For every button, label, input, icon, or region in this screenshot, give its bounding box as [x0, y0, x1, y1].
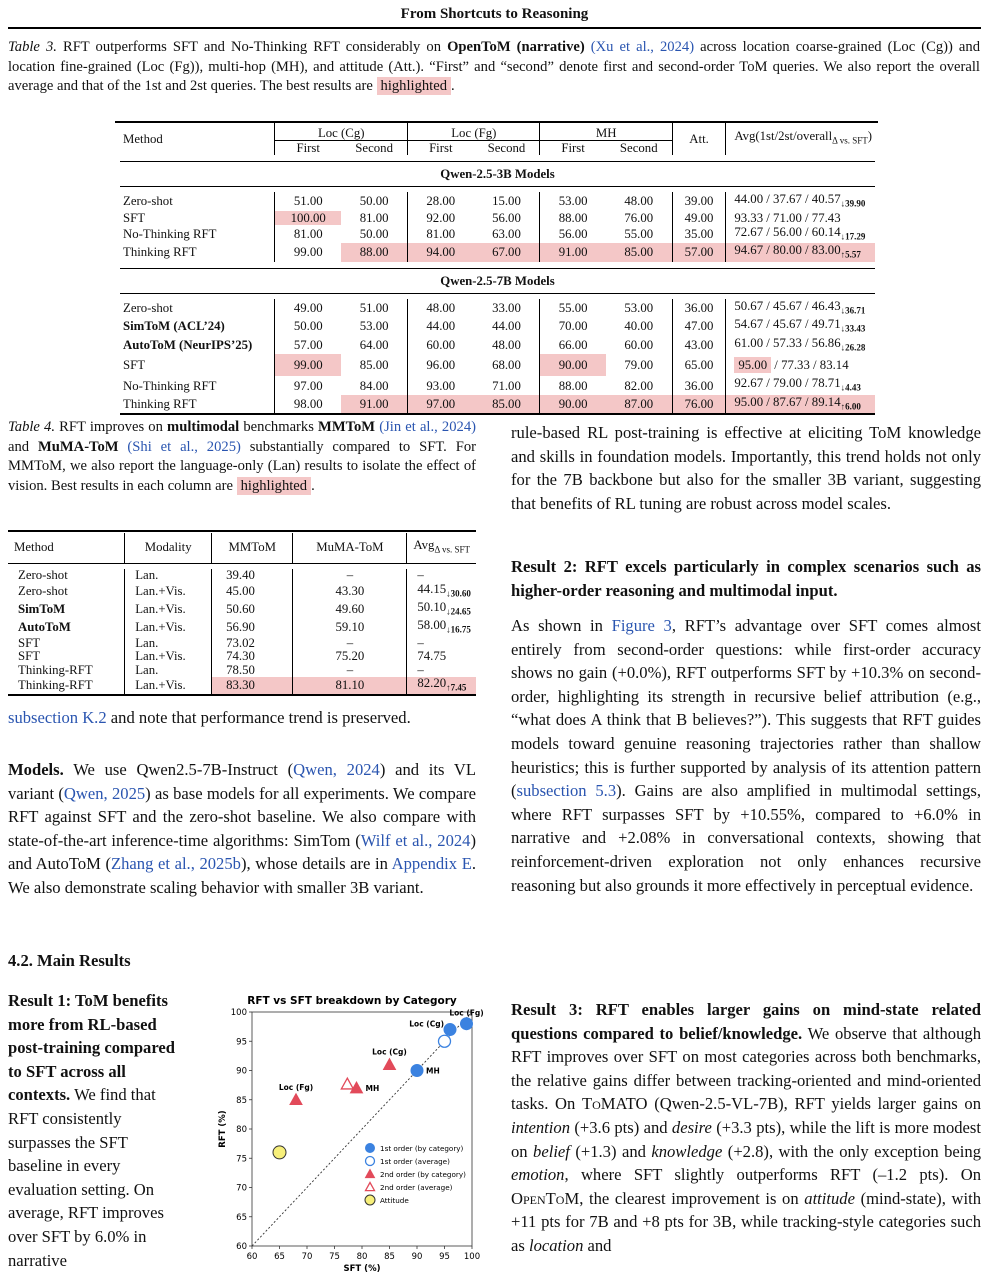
value-cell: 36.00 [672, 299, 726, 318]
data-point [444, 1024, 456, 1036]
y-tick-label: 100 [230, 1008, 247, 1018]
y-tick-label: 95 [236, 1037, 247, 1048]
y-tick-label: 90 [236, 1066, 247, 1077]
point-label: MH [426, 1066, 440, 1076]
mmtom-cell: 39.40 [212, 569, 293, 583]
value-cell: 90.00 [540, 354, 606, 376]
header-avg-sub: Δ vs. SFT [832, 135, 868, 146]
delta-value: ↓24.65 [446, 606, 471, 617]
header-avg-label: Avg(1st/2st/overall [734, 129, 833, 144]
avg-cell [407, 650, 476, 664]
method-cell: Zero-shot [123, 194, 173, 209]
appendix-link[interactable]: Appendix E [391, 854, 472, 874]
avg-cell [726, 354, 875, 376]
x-tick-label: 70 [301, 1252, 313, 1262]
avg-value: 82.20 [417, 676, 447, 691]
avg-cell [726, 376, 875, 395]
y-tick-label: 70 [236, 1183, 247, 1194]
result3-heading: Result 3: RFT enables larger gains on mind-state related questions compared to belief/knowledge. [511, 1000, 981, 1043]
value-cell: 65.00 [672, 354, 726, 376]
avg-value: 94.67 / 80.00 / 83.00 [734, 243, 841, 258]
y-tick-label: 60 [236, 1242, 247, 1252]
data-point [290, 1094, 302, 1105]
muma-cell: 81.10 [293, 677, 407, 695]
avg-value: 61.00 / 57.33 / 56.86 [734, 335, 841, 350]
running-title: From Shortcuts to Reasoning [400, 6, 589, 22]
table-row [120, 211, 875, 225]
value-cell: 98.00 [275, 395, 341, 415]
mmtom-cell: 73.02 [212, 637, 293, 651]
avg-value: 50.67 / 45.67 / 46.43 [734, 298, 841, 313]
value-cell: 99.00 [275, 354, 341, 376]
avg-value: – [417, 568, 424, 583]
value-cell: 67.00 [473, 243, 540, 262]
method-cell: Thinking-RFT [18, 678, 93, 693]
value-cell: 81.00 [275, 225, 341, 244]
avg-cell [407, 637, 476, 651]
header-first: First [540, 141, 606, 156]
value-cell: 85.00 [473, 395, 540, 415]
value-cell: 85.00 [359, 358, 389, 373]
modality-cell: Lan.+Vis. [125, 677, 212, 695]
x-axis-label: SFT (%) [343, 1264, 381, 1274]
result3-paragraph: Result 3: RFT enables larger gains on mind-state related questions compared to belief/knowledge. We observe that although RFT improves over SFT on most categories across both benchmarks, the relative gains differ between tracking-oriented and mind-oriented tasks. On ToMATO (Qwen-2.5-VL-7B), RFT yields larger gains on intention (+3.6 pts) and desire (+3.3 pts), while the lift is more modest on belief (+1.3) and knowledge (+2.8), with the only exception being emotion, where SFT slightly outperforms RFT (–1.2 pts). On OpenToM, the clearest improvement is on attitude (mind-state), with +11 pts for 7B and +8 pts for 3B, while tracking-style categories such as location and [511, 1000, 981, 1255]
delta-value: ↓16.75 [446, 624, 471, 635]
value-cell: 36.00 [672, 376, 726, 395]
muma-cell: 49.60 [293, 601, 407, 619]
header-first: First [408, 141, 474, 156]
avg-rest: / 77.33 / 83.14 [771, 358, 849, 373]
avg-cell [726, 299, 875, 318]
value-cell: 66.00 [540, 336, 606, 355]
citation-link[interactable]: (Jin et al., 2024) [379, 419, 476, 435]
data-point [439, 1035, 451, 1047]
value-cell: 81.00 [359, 210, 389, 225]
value-cell: 64.00 [359, 338, 389, 352]
section-heading: 4.2. Main Results [8, 951, 131, 970]
table-row [120, 354, 875, 376]
delta-value: ↓39.90 [840, 198, 866, 209]
value-cell: 79.00 [624, 358, 654, 373]
subsection-link[interactable]: subsection K.2 [8, 708, 107, 727]
header-mh: MH [540, 122, 672, 141]
header-method: Method [8, 533, 125, 564]
result1-paragraph: Result 1: ToM benefits more from RL-based post-training compared to SFT across all contexts. We find that RFT consistently surpasses the SFT baseline in every evaluation setting. On average, RFT improves over SFT by 6.0% in narrative [8, 991, 176, 1270]
method-cell: Thinking RFT [123, 245, 197, 260]
table-row [8, 583, 476, 601]
value-cell: 100.00 [275, 211, 341, 225]
value-cell: 44.00 [492, 319, 521, 334]
table4-top-rule [8, 530, 476, 532]
legend-marker [366, 1183, 375, 1191]
left-column-para1: subsection K.2 and note that performance trend is preserved. [8, 708, 411, 727]
x-tick-label: 85 [384, 1252, 395, 1262]
value-cell: 91.00 [341, 395, 408, 415]
table4-label: Table 4. [8, 419, 56, 435]
method-cell: No-Thinking RFT [123, 226, 217, 241]
delta-value: ↓26.28 [840, 342, 866, 353]
citation-link[interactable]: Qwen, 2024 [293, 760, 380, 779]
method-cell: SFT [123, 358, 146, 373]
header-avg-sub: Δ vs. SFT [434, 544, 470, 555]
delta-value: ↓17.29 [840, 231, 866, 242]
highlight-sample: highlighted [377, 77, 451, 95]
method-cell: Zero-shot [123, 300, 173, 315]
value-cell: 43.00 [672, 336, 726, 355]
value-cell: 35.00 [672, 225, 726, 244]
table-row [8, 619, 476, 637]
subsection-link[interactable]: subsection 5.3 [516, 781, 617, 801]
avg-cell [407, 583, 476, 601]
header-muma: MuMA-ToM [293, 533, 407, 564]
value-cell: 49.00 [672, 211, 726, 225]
value-cell: 70.00 [540, 317, 606, 336]
avg-value: 95.00 / 87.67 / 89.14 [734, 394, 841, 409]
value-cell: 71.00 [492, 378, 521, 393]
value-cell: 55.00 [540, 299, 606, 318]
value-cell: 85.00 [606, 243, 673, 262]
value-cell: 48.00 [408, 299, 474, 318]
table3-bottom-rule-row [120, 414, 875, 415]
result2-paragraph: As shown in Figure 3, RFT’s advantage over SFT comes almost entirely from second-order questions: while first-order accuracy shows no gain (+0.0%), RFT outperforms SFT by +10.3% on second-order, highlighting its strength in recursive belief attribution (e.g., “what does A think that B believes?”). This suggests that RFT guides models toward genuine reasoning trajectories rather than shallow heuristics; this is further supported by analysis of its attention pattern (subsection 5.3). Gains are also amplified in multimodal settings, where RFT surpasses SFT by +10.55%, compared to +6.0% in narrative and +2.08% in conversational contexts, showing that reinforcement-driven exploration not only enhances recursive reasoning but also grounds it more effectively in perceptual evidence. [511, 616, 981, 895]
table3-caption: Table 3. RFT outperforms SFT and No-Thinking RFT considerably on OpenToM (narrative) (Xu et al., 2024) across location coarse-grained (Loc (Cg)) and location fine-grained (Loc (Fg)), multi-hop (MH), and attitude (Att.). “First” and “second” denote first and second-order ToM queries. We also report the overall average and that of the 1st and 2st queries. The best results are highlighted . [8, 39, 980, 94]
value-cell: 44.00 [408, 317, 474, 336]
value-cell: 97.00 [408, 395, 474, 415]
diagonal-line [252, 1012, 472, 1246]
avg-cell [726, 336, 875, 355]
legend-marker [365, 1195, 375, 1205]
delta-value: ↑6.00 [840, 401, 861, 412]
x-tick-label: 90 [411, 1252, 423, 1262]
table4-header-row [8, 533, 476, 564]
table-row [120, 299, 875, 318]
value-cell: 99.00 [275, 243, 341, 262]
method-cell: SimToM (ACL’24) [123, 319, 225, 334]
x-tick-label: 65 [274, 1252, 285, 1262]
table-row [120, 225, 875, 244]
value-cell: 88.00 [341, 243, 408, 262]
value-cell: 91.00 [540, 243, 606, 262]
y-tick-label: 85 [236, 1095, 247, 1106]
result2-heading: Result 2: RFT excels particularly in complex scenarios such as higher-order reasoning and multimodal input. [511, 557, 981, 600]
method-cell: No-Thinking RFT [123, 378, 217, 393]
avg-value: – [417, 635, 424, 650]
table3-header-row [120, 122, 875, 141]
value-cell: 51.00 [359, 300, 389, 315]
citation-link[interactable]: Qwen, 2025 [63, 783, 146, 803]
legend-label: 2nd order (by category) [380, 1170, 466, 1179]
avg-value: 72.67 / 56.00 / 60.14 [734, 224, 841, 239]
header-mmtom: MMToM [212, 533, 293, 564]
value-cell: 47.00 [672, 317, 726, 336]
table4-caption: Table 4. RFT improves on multimodal benchmarks MMToM (Jin et al., 2024) and MuMA-ToM (Shi et al., 2025) substantially compared to SFT. For MMToM, we also report the language-only (Lan) results to isolate the effect of vision. Best results in each column are highlighted . [8, 419, 476, 494]
citation-link[interactable]: Wilf et al., 2024 [360, 830, 471, 850]
table4-bottom-rule [8, 694, 476, 696]
data-point [384, 1059, 396, 1070]
avg-cell [726, 317, 875, 336]
delta-value: ↓4.43 [840, 382, 861, 393]
value-cell: 53.00 [624, 300, 654, 315]
group-title: Qwen-2.5-3B Models [120, 162, 875, 187]
header-att: Att. [672, 122, 726, 155]
point-label: Loc (Cg) [409, 1019, 444, 1029]
modality-cell: Lan.+Vis. [125, 601, 212, 619]
avg-cell [407, 569, 476, 583]
avg-value: 92.67 / 79.00 / 78.71 [734, 376, 841, 391]
value-cell: 33.00 [492, 300, 521, 315]
mmtom-cell: 78.50 [212, 664, 293, 678]
mmtom-cell: 50.60 [212, 601, 293, 619]
table-row [120, 376, 875, 395]
muma-cell: – [293, 637, 407, 651]
figure-link[interactable]: Figure 3 [611, 616, 672, 635]
modality-cell: Lan.+Vis. [125, 583, 212, 601]
modality-cell: Lan. [125, 664, 212, 678]
muma-cell: 75.20 [293, 650, 407, 664]
header-second: Second [341, 141, 408, 156]
right-column-para1: rule-based RL post-training is effective at eliciting ToM knowledge and skills in foundation models. Importantly, this trend holds not only for the 7B backbone but also for the smaller 3B variant, suggesting that benefits of RL tuning are robust across model scales. [511, 423, 981, 513]
table-row [120, 336, 875, 355]
legend-label: Attitude [380, 1196, 409, 1205]
header-avg [407, 533, 476, 564]
delta-value: ↑7.45 [446, 682, 467, 693]
header-loc-fg: Loc (Fg) [408, 122, 540, 141]
modality-cell: Lan. [125, 569, 212, 583]
header-first: First [275, 141, 341, 156]
method-cell: SFT [18, 635, 41, 650]
table-row [8, 664, 476, 678]
value-cell: 97.00 [275, 376, 341, 395]
models-heading: Models. [8, 760, 64, 779]
table-row [8, 677, 476, 695]
avg-value: – [417, 662, 424, 677]
muma-cell: 59.10 [293, 619, 407, 637]
point-label: MH [365, 1084, 380, 1094]
data-point [341, 1078, 353, 1089]
header-second: Second [606, 141, 673, 156]
value-cell: 48.00 [492, 338, 521, 352]
table-row [8, 650, 476, 664]
models-paragraph: Models. We use Qwen2.5-7B-Instruct (Qwen, 2024) and its VL variant (Qwen, 2025) as base models for all experiments. We compare RFT against SFT and the zero-shot baseline. We also compare with state-of-the-art inference-time algorithms: SimTom (Wilf et al., 2024) and AutoToM (Zhang et al., 2025b), whose details are in Appendix E. We also demonstrate scaling behavior with smaller 3B variant. [8, 760, 477, 897]
header-rule [8, 27, 981, 29]
mmtom-cell: 45.00 [212, 583, 293, 601]
value-cell: 39.00 [672, 192, 726, 211]
point-label: Loc (Fg) [278, 1082, 314, 1092]
value-cell: 50.00 [359, 226, 389, 241]
y-tick-label: 65 [236, 1212, 247, 1223]
avg-first-highlight: 95.00 [734, 357, 771, 373]
table-row [8, 601, 476, 619]
mmtom-cell: 83.30 [212, 677, 293, 695]
avg-cell [726, 225, 875, 244]
citation-link[interactable]: Zhang et al., 2025b [111, 854, 241, 874]
value-cell: 48.00 [624, 194, 654, 209]
value-cell: 93.00 [408, 376, 474, 395]
table-row [120, 243, 875, 262]
value-cell: 82.00 [624, 378, 654, 393]
modality-cell: Lan.+Vis. [125, 619, 212, 637]
avg-value: 44.15 [417, 581, 447, 596]
result1-heading: Result 1: ToM benefits more from RL-based post-training compared to SFT across all contexts. [8, 991, 176, 1105]
value-cell: 51.00 [275, 192, 341, 211]
table-row [120, 317, 875, 336]
avg-cell [726, 211, 875, 225]
avg-value: 44.00 / 37.67 / 40.57 [734, 192, 841, 206]
value-cell: 87.00 [606, 395, 673, 415]
value-cell: 68.00 [492, 358, 521, 373]
value-cell: 63.00 [492, 226, 521, 241]
value-cell: 96.00 [408, 354, 474, 376]
header-avg-label: Avg [413, 538, 435, 552]
legend-marker [366, 1157, 375, 1166]
avg-cell [726, 395, 875, 415]
table4 [8, 533, 476, 695]
avg-cell [407, 664, 476, 678]
x-tick-label: 95 [439, 1252, 450, 1262]
header-second: Second [473, 141, 540, 156]
avg-value: 54.67 / 45.67 / 49.71 [734, 317, 841, 332]
value-cell: 57.00 [275, 336, 341, 355]
avg-cell [407, 677, 476, 695]
table-row [8, 637, 476, 651]
value-cell: 81.00 [408, 225, 474, 244]
mmtom-cell: 74.30 [212, 650, 293, 664]
delta-value: ↓36.71 [840, 305, 866, 316]
table3 [120, 122, 875, 415]
value-cell: 60.00 [624, 338, 654, 352]
value-cell: 92.00 [408, 211, 474, 225]
citation-link[interactable]: (Shi et al., 2025) [127, 438, 241, 455]
method-cell: Thinking RFT [123, 397, 197, 412]
avg-cell [726, 243, 875, 262]
avg-cell [726, 192, 875, 211]
value-cell: 56.00 [540, 225, 606, 244]
x-tick-label: 60 [246, 1252, 258, 1262]
avg-value: 74.75 [417, 649, 447, 664]
modality-cell: Lan.+Vis. [125, 650, 212, 664]
avg-value: 58.00 [417, 617, 447, 632]
value-cell: 53.00 [359, 319, 389, 334]
legend-label: 1st order (by category) [380, 1144, 464, 1153]
method-cell: AutoToM [18, 619, 71, 634]
table-row [120, 192, 875, 211]
muma-cell: 43.30 [293, 583, 407, 601]
modality-cell: Lan. [125, 637, 212, 651]
value-cell: 50.00 [275, 317, 341, 336]
x-tick-label: 80 [356, 1252, 368, 1262]
value-cell: 94.00 [408, 243, 474, 262]
group-row-7b [120, 268, 875, 293]
method-cell: SimToM [18, 601, 66, 616]
method-cell: Thinking-RFT [18, 662, 93, 677]
value-cell: 57.00 [672, 243, 726, 262]
delta-value: ↑5.57 [840, 249, 861, 260]
table-row [120, 395, 875, 415]
y-axis-label: RFT (%) [218, 1110, 228, 1148]
muma-cell: – [293, 569, 407, 583]
avg-value: 93.33 / 71.00 / 77.43 [734, 210, 841, 225]
y-tick-label: 80 [236, 1125, 247, 1135]
mmtom-cell: 56.90 [212, 619, 293, 637]
value-cell: 40.00 [624, 319, 654, 334]
value-cell: 76.00 [624, 210, 654, 225]
legend-marker [366, 1170, 375, 1178]
chart-title: RFT vs SFT breakdown by Category [247, 995, 457, 1007]
method-cell: SFT [18, 649, 41, 664]
value-cell: 84.00 [359, 378, 389, 393]
value-cell: 50.00 [359, 194, 389, 209]
value-cell: 60.00 [408, 336, 474, 355]
x-tick-label: 100 [463, 1252, 481, 1262]
data-point [273, 1146, 286, 1159]
legend-label: 1st order (average) [380, 1157, 450, 1166]
header-loc-cg: Loc (Cg) [275, 122, 408, 141]
method-cell: SFT [123, 210, 146, 225]
table3-bottom-rule [120, 414, 875, 415]
highlight-sample: highlighted [237, 477, 311, 495]
method-cell: Zero-shot [18, 568, 68, 583]
value-cell: 88.00 [540, 376, 606, 395]
legend-marker [366, 1144, 375, 1153]
scatter-chart [196, 990, 486, 1278]
header-method: Method [123, 131, 163, 146]
value-cell: 76.00 [672, 395, 726, 415]
group-row-3b [120, 162, 875, 187]
group-title: Qwen-2.5-7B Models [120, 268, 875, 293]
avg-cell [407, 601, 476, 619]
avg-value: 50.10 [417, 599, 447, 614]
y-tick-label: 75 [236, 1154, 247, 1165]
value-cell: 15.00 [492, 194, 521, 209]
method-cell: Zero-shot [18, 583, 68, 598]
x-tick-label: 75 [329, 1252, 340, 1262]
delta-value: ↓33.43 [840, 323, 866, 334]
value-cell: 90.00 [540, 395, 606, 415]
point-label: Loc (Fg) [449, 1008, 484, 1018]
value-cell: 28.00 [408, 192, 474, 211]
table3-label: Table 3. [8, 39, 57, 55]
value-cell: 53.00 [540, 192, 606, 211]
data-point [411, 1065, 423, 1077]
value-cell: 56.00 [492, 210, 521, 225]
point-label: Loc (Cg) [372, 1047, 407, 1057]
value-cell: 55.00 [624, 226, 654, 241]
muma-cell: – [293, 664, 407, 678]
header-avg: Avg(1st/2st/overall$_{\Delta vs. SFT}$) [726, 122, 875, 155]
avg-cell [407, 619, 476, 637]
header-modality: Modality [125, 533, 212, 564]
delta-value: ↓30.60 [446, 588, 471, 599]
data-point [461, 1018, 473, 1030]
table-row [8, 569, 476, 583]
citation-link[interactable]: (Xu et al., 2024) [590, 39, 695, 55]
method-cell: AutoToM (NeurIPS’25) [123, 338, 253, 352]
value-cell: 49.00 [275, 299, 341, 318]
value-cell: 88.00 [540, 211, 606, 225]
legend-label: 2nd order (average) [380, 1183, 453, 1192]
